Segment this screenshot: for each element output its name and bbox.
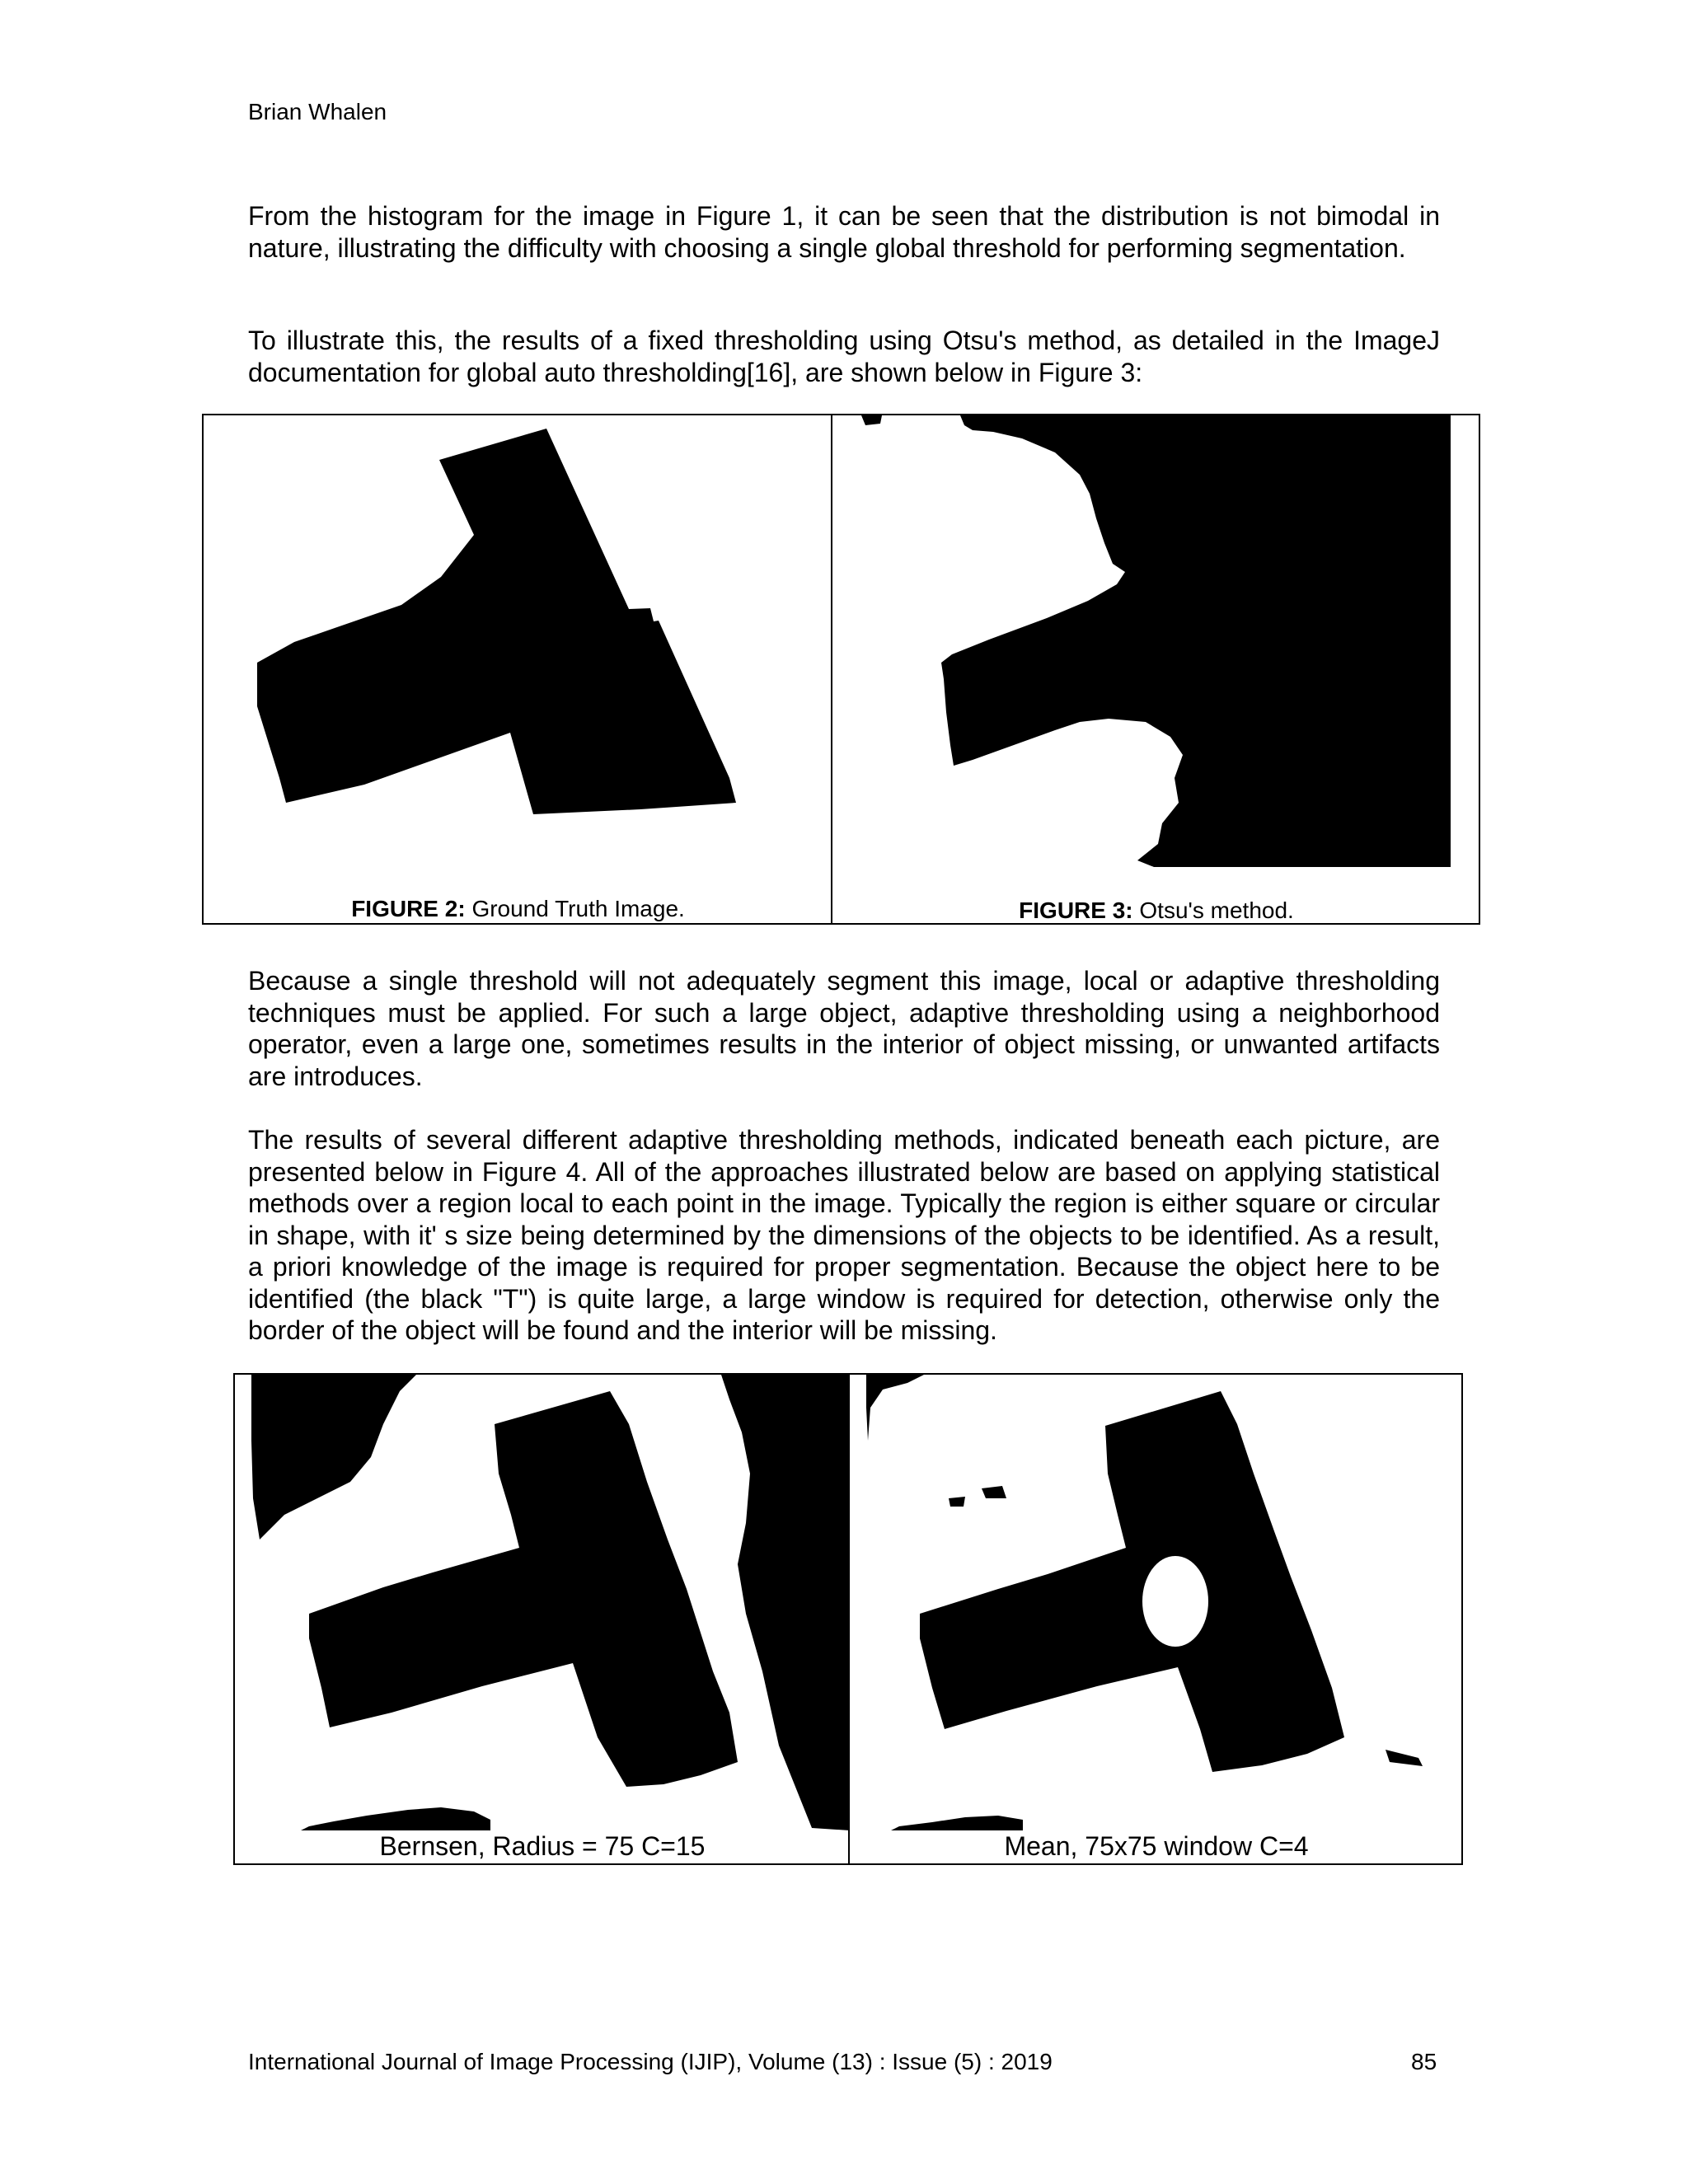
mean-t-shape: [920, 1391, 1344, 1772]
figure-3-cell: [832, 415, 1480, 923]
otsu-foreground-region: [941, 415, 1451, 867]
figure-3-image: [832, 415, 1480, 923]
mean-left-specks: [949, 1486, 1006, 1507]
figure-2-caption: [204, 896, 832, 922]
bernsen-top-left-region: [251, 1375, 416, 1540]
figure-2-image: [204, 415, 832, 923]
mean-top-left-region: [866, 1375, 924, 1441]
footer-page-number: 85: [1411, 2049, 1437, 2074]
mean-right-artifact: [1386, 1750, 1423, 1766]
figure-3-caption-text: Otsu's method.: [1139, 898, 1294, 923]
figure-3-caption: [832, 898, 1480, 923]
figure-table-4: [233, 1373, 1463, 1865]
bernsen-right-textured-region: [721, 1375, 850, 1830]
bernsen-image: [235, 1375, 850, 1863]
ground-truth-t-shape: [257, 429, 736, 814]
bernsen-caption: Bernsen, Radius = 75 C=15: [379, 1831, 706, 1861]
otsu-left-speck: [861, 415, 882, 425]
mean-image: [850, 1375, 1463, 1863]
footer-journal: International Journal of Image Processing (IJIP), Volume (13) : Issue (5) : 2019: [248, 2049, 1053, 2074]
running-header-author: Brian Whalen: [248, 99, 387, 124]
figure-2-cell: [204, 415, 832, 923]
paragraph-adaptive-methods: The results of several different adaptive thresholding methods, indicated beneath each picture, are presented below in Figure 4. All of the approaches illustrated below are based on applying statistical methods over a region local to each point in the image. Typically the region is either square or circular in shape, with it' s size being determined by the dimensions of the objects to be identified. As a result, a priori knowledge of the image is required for proper segmentation. Because the object here to be identified (the black "T") is quite large, a large window is required for detection, otherwise only the border of the object will be found and the interior will be missing.: [248, 1125, 1440, 1345]
paragraph-histogram: From the histogram for the image in Figure 1, it can be seen that the distribution is not bimodal in nature, illustrating the difficulty with choosing a single global threshold for performing segmentation.: [248, 201, 1440, 263]
mean-cell: [850, 1375, 1463, 1863]
bernsen-cell: [235, 1375, 850, 1863]
mean-bottom-strip: [891, 1816, 1023, 1830]
mean-caption: Mean, 75x75 window C=4: [1004, 1831, 1309, 1861]
bernsen-bottom-strip: [301, 1807, 490, 1830]
paragraph-otsu-intro: To illustrate this, the results of a fixed thresholding using Otsu's method, as detailed in the ImageJ documentation for global auto thresholding[16], are shown below in Figure 3:: [248, 326, 1440, 387]
figure-3-label: FIGURE 3:: [1019, 898, 1133, 923]
figure-2-label: FIGURE 2:: [351, 896, 466, 921]
figure-2-caption-text: Ground Truth Image.: [471, 896, 685, 921]
paragraph-adaptive-thresholding: Because a single threshold will not adequately segment this image, local or adaptive thresholding techniques must be applied. For such a large object, adaptive thresholding using a neighborhood operator, even a large one, sometimes results in the interior of object missing, or unwanted artifacts are introduces.: [248, 966, 1440, 1091]
figure-table-2-3: [202, 414, 1480, 925]
mean-interior-noise-patch: [1142, 1556, 1208, 1647]
